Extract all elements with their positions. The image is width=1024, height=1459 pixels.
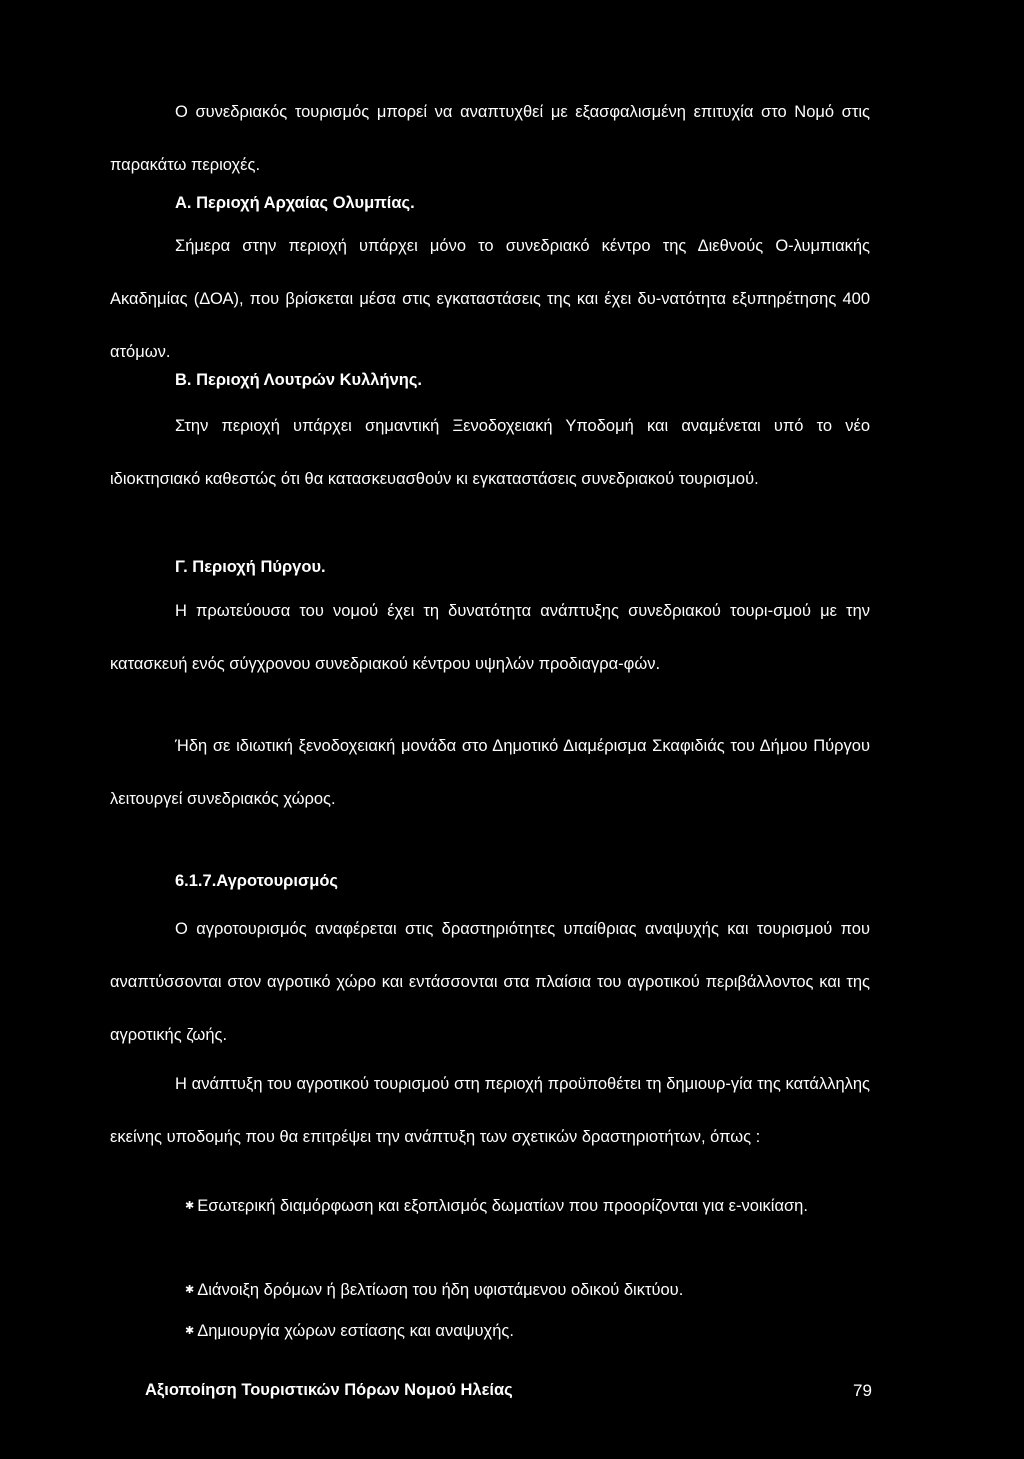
section-c-heading: Γ. Περιοχή Πύργου.	[175, 558, 326, 576]
section-c-paragraph-2	[110, 720, 870, 826]
section-a-paragraph	[110, 220, 870, 379]
section-b-paragraph	[110, 400, 870, 506]
section-a-heading: Α. Περιοχή Αρχαίας Ολυμπίας.	[175, 194, 415, 212]
section-c-text-1: Η πρωτεύουσα του νομού έχει τη δυνατότητα ανάπτυξης συνεδριακού τουρι-σμού με την κατασκευή ενός σύγχρονου συνεδριακού κέντρου υψηλών προδιαγρα-φών.	[110, 602, 870, 673]
intro-text: Ο συνεδριακός τουρισμός μπορεί να αναπτυχθεί με εξασφαλισμένη επιτυχία στο Νομό στις παρακάτω περιοχές.	[110, 103, 870, 174]
section-c-paragraph-1	[110, 585, 870, 691]
section-b-text: Στην περιοχή υπάρχει σημαντική Ξενοδοχειακή Υποδομή και αναμένεται υπό το νέο ιδιοκτησιακό καθεστώς ότι θα κατασκευασθούν κι εγκαταστάσεις συνεδριακού τουρισμού.	[110, 417, 870, 488]
asterisk-bullet-icon: ✱	[185, 1200, 195, 1212]
asterisk-bullet-icon: ✱	[185, 1284, 195, 1296]
bullet-text-2: Διάνοιξη δρόμων ή βελτίωση του ήδη υφιστάμενου οδικού δικτύου.	[197, 1281, 684, 1299]
page-number: 79	[853, 1381, 872, 1400]
bullet-item-3	[110, 1305, 870, 1358]
footer-title: Αξιοποίηση Τουριστικών Πόρων Νομού Ηλείας	[145, 1381, 513, 1399]
bullet-text-1: Εσωτερική διαμόρφωση και εξοπλισμός δωματίων που προορίζονται για ε-νοικίαση.	[197, 1197, 808, 1215]
section-c-text-2: Ήδη σε ιδιωτική ξενοδοχειακή μονάδα στο Δημοτικό Διαμέρισμα Σκαφιδιάς του Δήμου Πύργου λειτουργεί συνεδριακός χώρος.	[110, 737, 870, 808]
section-617-heading: 6.1.7.Αγροτουρισμός	[175, 872, 339, 890]
section-b-heading: Β. Περιοχή Λουτρών Κυλλήνης.	[175, 371, 422, 389]
bullet-text-3: Δημιουργία χώρων εστίασης και αναψυχής.	[197, 1322, 514, 1340]
section-617-text-1: Ο αγροτουρισμός αναφέρεται στις δραστηριότητες υπαίθριας αναψυχής και τουρισμού που αναπτύσσονται στον αγροτικό χώρο και εντάσσονται στα πλαίσια του αγροτικού περιβάλλοντος και της αγροτικής ζωής.	[110, 920, 870, 1044]
section-617-paragraph-2	[110, 1058, 870, 1164]
bullet-item-1	[110, 1180, 870, 1233]
asterisk-bullet-icon: ✱	[185, 1325, 195, 1337]
section-617-text-2: Η ανάπτυξη του αγροτικού τουρισμού στη περιοχή προϋποθέτει τη δημιουρ-γία της κατάλληλης εκείνης υποδομής που θα επιτρέψει την ανάπτυξη των σχετικών δραστηριοτήτων, όπως :	[110, 1075, 870, 1146]
section-617-paragraph-1	[110, 903, 870, 1062]
section-a-text: Σήμερα στην περιοχή υπάρχει μόνο το συνεδριακό κέντρο της Διεθνούς Ο-λυμπιακής Ακαδημίας (ΔΟΑ), που βρίσκεται μέσα στις εγκαταστάσεις της και έχει δυ-νατότητα εξυπηρέτησης 400 ατόμων.	[110, 237, 870, 361]
intro-paragraph	[110, 86, 870, 192]
